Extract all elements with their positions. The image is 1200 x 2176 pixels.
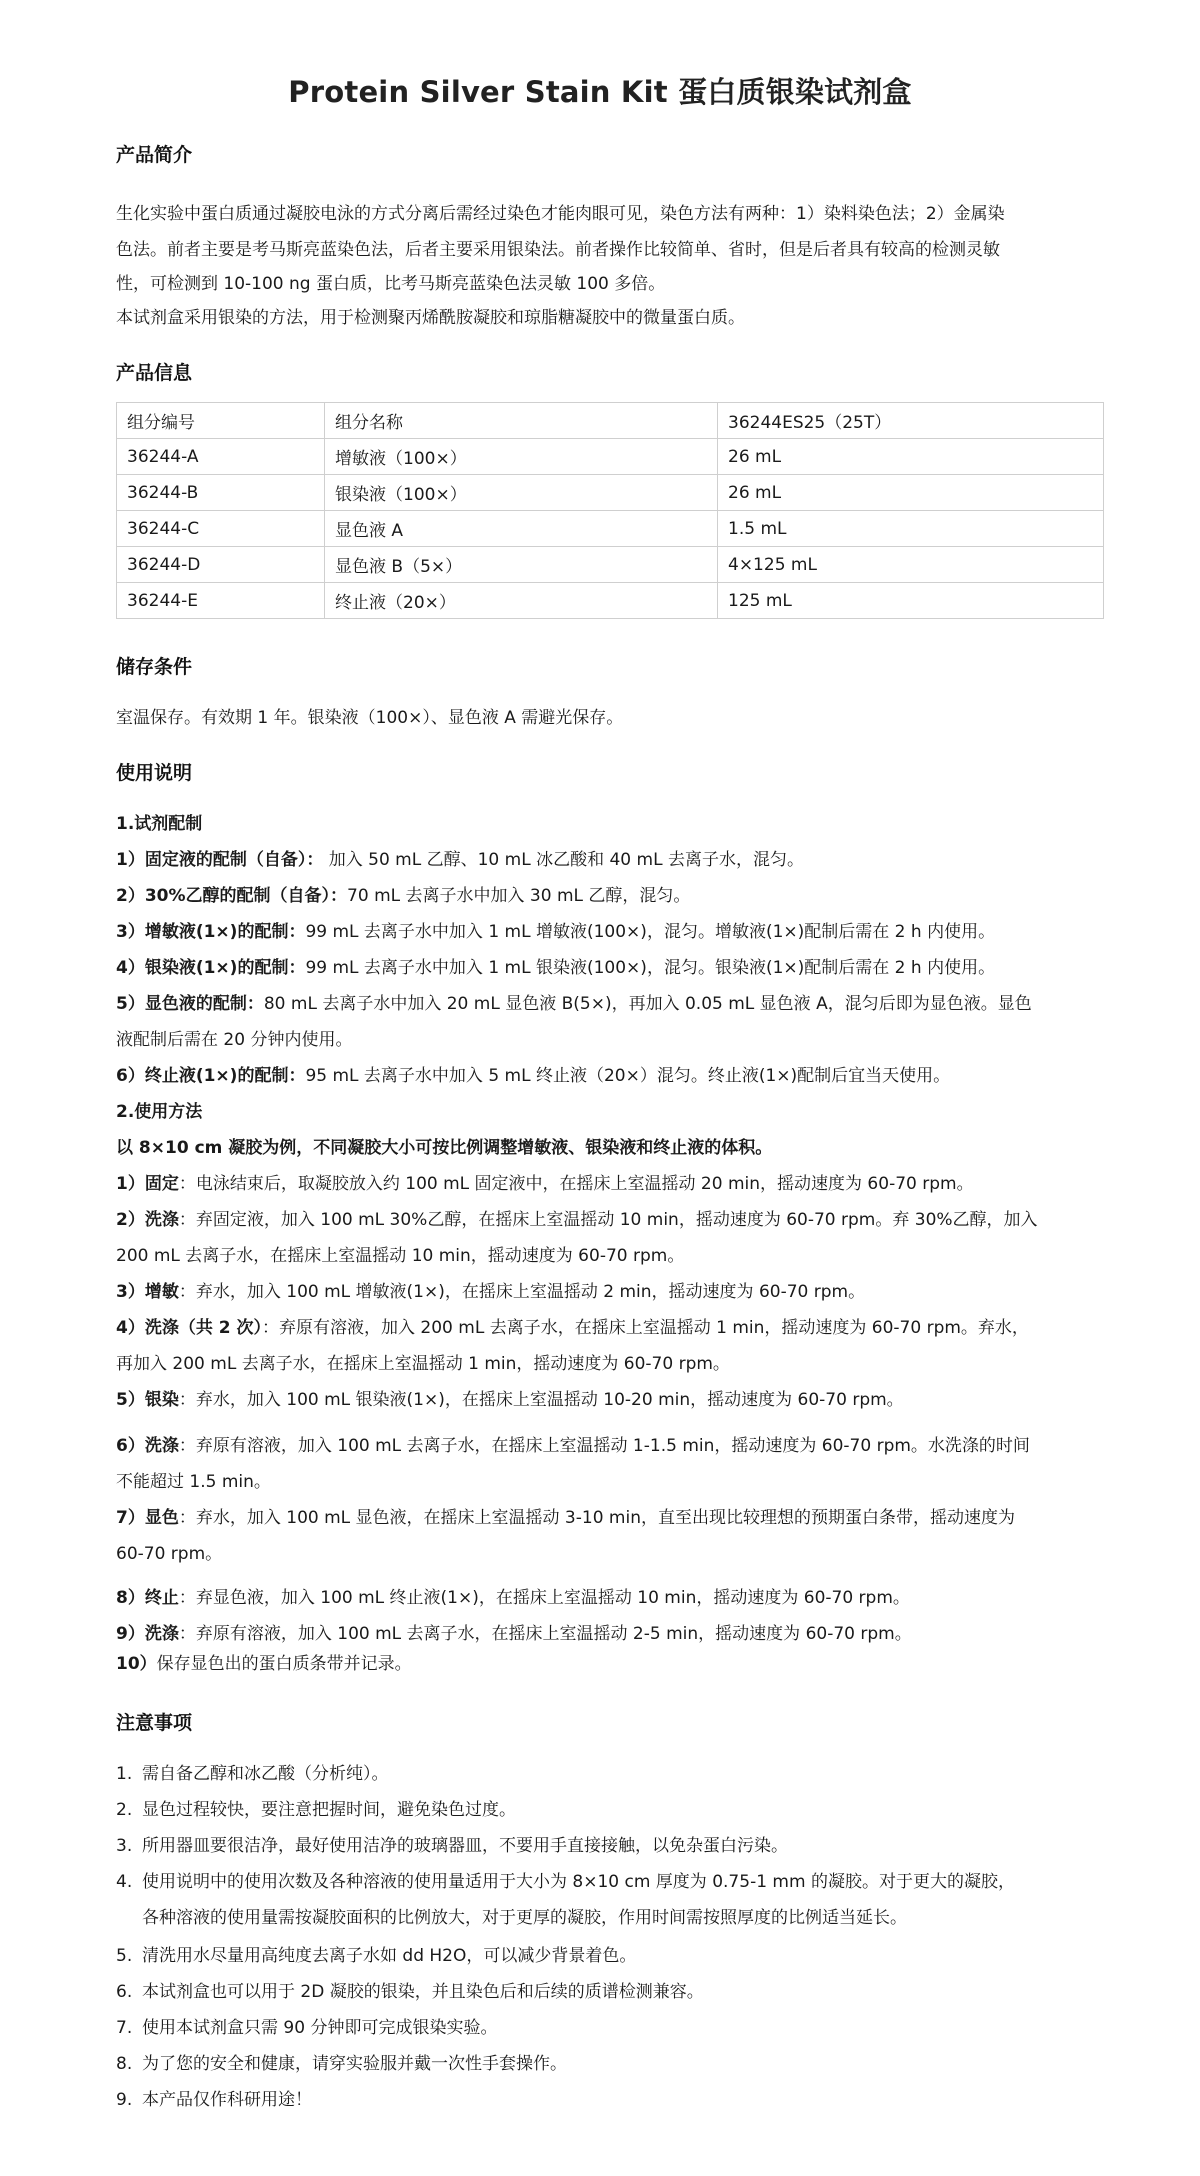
storage-text: 室温保存。有效期 1 年。银染液（100×）、显色液 A 需避光保存。 <box>116 708 624 728</box>
method-step-label: 4）洗涤（共 2 次） <box>116 1318 262 1338</box>
usage-heading: 使用说明 <box>116 762 193 784</box>
note-text: 使用说明中的使用次数及各种溶液的使用量适用于大小为 8×10 cm 厚度为 0.75-1 mm 的凝胶。对于更大的凝胶， <box>142 1872 1015 1892</box>
intro-line-2: 色法。前者主要是考马斯亮蓝染色法，后者主要采用银染法。前者操作比较简单、省时，但是后者具有较高的检测灵敏 <box>116 240 1000 260</box>
note-text: 本试剂盒也可以用于 2D 凝胶的银染，并且染色后和后续的质谱检测兼容。 <box>142 1982 704 2002</box>
prep-step <box>116 842 1106 878</box>
note-item <box>116 1864 1106 1900</box>
prep-step <box>116 1058 1106 1094</box>
method-step-text: ：弃原有溶液，加入 200 mL 去离子水，在摇床上室温摇动 1 min，摇动速度为 60-70 rpm。弃水， <box>262 1318 1029 1338</box>
intro-line-1: 生化实验中蛋白质通过凝胶电泳的方式分离后需经过染色才能肉眼可见，染色方法有两种：1）染料染色法；2）金属染 <box>116 204 1005 224</box>
method-step-label: 9）洗涤 <box>116 1624 179 1644</box>
table-header-cell: 36244ES25（25T） <box>718 403 1104 439</box>
table-cell: 显色液 B（5×） <box>325 547 718 583</box>
table-cell: 36244-E <box>117 583 325 619</box>
prep-step <box>116 950 1106 986</box>
method-step-text: ：弃水，加入 100 mL 银染液(1×)，在摇床上室温摇动 10-20 min，摇动速度为 60-70 rpm。 <box>178 1390 904 1410</box>
method-step-continuation: 60-70 rpm。 <box>116 1544 223 1564</box>
prep-title: 1.试剂配制 <box>116 814 203 834</box>
note-text: 为了您的安全和健康，请穿实验服并戴一次性手套操作。 <box>142 2054 567 2074</box>
intro-heading: 产品简介 <box>116 144 193 166</box>
method-step-label: 2）洗涤 <box>116 1210 179 1230</box>
note-number: 9. <box>116 2090 133 2110</box>
prep-step <box>116 986 1106 1022</box>
note-item <box>116 1756 1106 1792</box>
method-step <box>116 1382 1106 1418</box>
note-number: 8. <box>116 2054 133 2074</box>
intro-paragraph-2: 本试剂盒采用银染的方法，用于检测聚丙烯酰胺凝胶和琼脂糖凝胶中的微量蛋白质。 <box>116 308 745 328</box>
prep-step-text: 95 mL 去离子水中加入 5 mL 终止液（20×）混匀。终止液(1×)配制后宜当天使用。 <box>305 1066 951 1086</box>
note-item <box>116 1792 1106 1828</box>
table-header-row <box>117 403 1104 439</box>
note-number: 5. <box>116 1946 133 1966</box>
method-step-label: 10） <box>116 1654 157 1674</box>
intro-line-3: 性，可检测到 10-100 ng 蛋白质，比考马斯亮蓝染色法灵敏 100 多倍。 <box>116 274 666 294</box>
method-step-text: ：弃原有溶液，加入 100 mL 去离子水，在摇床上室温摇动 2-5 min，摇动速度为 60-70 rpm。 <box>178 1624 912 1644</box>
table-cell: 26 mL <box>718 439 1104 475</box>
note-number: 7. <box>116 2018 133 2038</box>
note-item <box>116 2046 1106 2082</box>
table-cell: 显色液 A <box>325 511 718 547</box>
table-cell: 36244-D <box>117 547 325 583</box>
note-number: 3. <box>116 1836 133 1856</box>
method-step <box>116 1310 1106 1346</box>
note-number: 4. <box>116 1872 133 1892</box>
note-number: 2. <box>116 1800 133 1820</box>
table-row <box>117 583 1104 619</box>
prep-step-label: 4）银染液(1×)的配制： <box>116 958 306 978</box>
method-title: 2.使用方法 <box>116 1102 203 1122</box>
note-number: 6. <box>116 1982 133 2002</box>
method-step-text: 保存显色出的蛋白质条带并记录。 <box>156 1654 412 1674</box>
method-step-label: 8）终止 <box>116 1588 179 1608</box>
prep-step <box>116 878 1106 914</box>
table-cell: 1.5 mL <box>718 511 1104 547</box>
note-text: 使用本试剂盒只需 90 分钟即可完成银染实验。 <box>142 2018 498 2038</box>
prep-step-label: 5）显色液的配制： <box>116 994 264 1014</box>
table-cell: 增敏液（100×） <box>325 439 718 475</box>
method-step <box>116 1646 1106 1682</box>
prep-step-label: 2）30%乙醇的配制（自备）： <box>116 886 348 906</box>
method-step-text: ：弃水，加入 100 mL 显色液，在摇床上室温摇动 3-10 min，直至出现比较理想的预期蛋白条带，摇动速度为 <box>178 1508 1015 1528</box>
method-step <box>116 1274 1106 1310</box>
note-item-continuation <box>116 1900 1106 1936</box>
method-step <box>116 1500 1106 1536</box>
note-text: 需自备乙醇和冰乙酸（分析纯）。 <box>142 1764 389 1784</box>
prep-step-text: 70 mL 去离子水中加入 30 mL 乙醇，混匀。 <box>347 886 691 906</box>
method-step-text: ：电泳结束后，取凝胶放入约 100 mL 固定液中，在摇床上室温摇动 20 min，摇动速度为 60-70 rpm。 <box>178 1174 974 1194</box>
table-row <box>117 475 1104 511</box>
method-step-label: 7）显色 <box>116 1508 179 1528</box>
table-cell: 4×125 mL <box>718 547 1104 583</box>
table-cell: 终止液（20×） <box>325 583 718 619</box>
prep-step-text: 99 mL 去离子水中加入 1 mL 增敏液(100×)，混匀。增敏液(1×)配制后需在 2 h 内使用。 <box>305 922 996 942</box>
table-cell: 银染液（100×） <box>325 475 718 511</box>
method-note: 以 8×10 cm 凝胶为例，不同凝胶大小可按比例调整增敏液、银染液和终止液的体积。 <box>116 1138 773 1158</box>
method-step-continuation: 不能超过 1.5 min。 <box>116 1472 271 1492</box>
product-info-table <box>116 402 1104 619</box>
page-title: Protein Silver Stain Kit 蛋白质银染试剂盒 <box>288 75 912 109</box>
table-row <box>117 511 1104 547</box>
table-cell: 36244-A <box>117 439 325 475</box>
note-text: 清洗用水尽量用高纯度去离子水如 dd H2O，可以减少背景着色。 <box>142 1946 637 1966</box>
method-step-label: 5）银染 <box>116 1390 179 1410</box>
note-text: 本产品仅作科研用途！ <box>142 2090 312 2110</box>
method-step-text: ：弃原有溶液，加入 100 mL 去离子水，在摇床上室温摇动 1-1.5 min，摇动速度为 60-70 rpm。水洗涤的时间 <box>178 1436 1030 1456</box>
method-step-text: ：弃水，加入 100 mL 增敏液(1×)，在摇床上室温摇动 2 min，摇动速度为 60-70 rpm。 <box>178 1282 866 1302</box>
table-row <box>117 547 1104 583</box>
prep-step-label: 1）固定液的配制（自备）： <box>116 850 324 870</box>
table-cell: 36244-B <box>117 475 325 511</box>
note-item <box>116 1828 1106 1864</box>
table-cell: 125 mL <box>718 583 1104 619</box>
note-item <box>116 1974 1106 2010</box>
method-step-continuation: 200 mL 去离子水，在摇床上室温摇动 10 min，摇动速度为 60-70 rpm。 <box>116 1246 685 1266</box>
method-step-label: 3）增敏 <box>116 1282 179 1302</box>
notes-heading: 注意事项 <box>116 1712 193 1734</box>
note-text: 各种溶液的使用量需按凝胶面积的比例放大，对于更厚的凝胶，作用时间需按照厚度的比例适当延长。 <box>142 1908 907 1928</box>
note-item <box>116 2010 1106 2046</box>
note-number: 1. <box>116 1764 133 1784</box>
method-step-text: ：弃固定液，加入 100 mL 30%乙醇，在摇床上室温摇动 10 min，摇动速度为 60-70 rpm。弃 30%乙醇，加入 <box>178 1210 1038 1230</box>
method-step-label: 1）固定 <box>116 1174 179 1194</box>
method-step-label: 6）洗涤 <box>116 1436 179 1456</box>
table-cell: 36244-C <box>117 511 325 547</box>
prep-step-continuation: 液配制后需在 20 分钟内使用。 <box>116 1030 353 1050</box>
prep-step-text: 加入 50 mL 乙醇、10 mL 冰乙酸和 40 mL 去离子水，混匀。 <box>323 850 804 870</box>
method-step <box>116 1580 1106 1616</box>
note-item <box>116 1938 1106 1974</box>
note-text: 显色过程较快，要注意把握时间，避免染色过度。 <box>142 1800 516 1820</box>
note-item <box>116 2082 1106 2118</box>
table-header-cell: 组分编号 <box>117 403 325 439</box>
table-header-cell: 组分名称 <box>325 403 718 439</box>
product-info-heading: 产品信息 <box>116 362 193 384</box>
prep-step-text: 99 mL 去离子水中加入 1 mL 银染液(100×)，混匀。银染液(1×)配制后需在 2 h 内使用。 <box>305 958 996 978</box>
table-cell: 26 mL <box>718 475 1104 511</box>
method-step-text: ：弃显色液，加入 100 mL 终止液(1×)，在摇床上室温摇动 10 min，摇动速度为 60-70 rpm。 <box>178 1588 910 1608</box>
method-step <box>116 1428 1106 1464</box>
table-row <box>117 439 1104 475</box>
prep-step-label: 6）终止液(1×)的配制： <box>116 1066 306 1086</box>
method-step <box>116 1202 1106 1238</box>
prep-step-label: 3）增敏液(1×)的配制： <box>116 922 306 942</box>
method-step <box>116 1166 1106 1202</box>
prep-step <box>116 914 1106 950</box>
note-text: 所用器皿要很洁净，最好使用洁净的玻璃器皿，不要用手直接接触，以免杂蛋白污染。 <box>142 1836 788 1856</box>
prep-step-text: 80 mL 去离子水中加入 20 mL 显色液 B(5×)，再加入 0.05 mL 显色液 A，混匀后即为显色液。显色 <box>263 994 1032 1014</box>
storage-heading: 储存条件 <box>116 656 193 678</box>
method-step-continuation: 再加入 200 mL 去离子水，在摇床上室温摇动 1 min，摇动速度为 60-70 rpm。 <box>116 1354 730 1374</box>
